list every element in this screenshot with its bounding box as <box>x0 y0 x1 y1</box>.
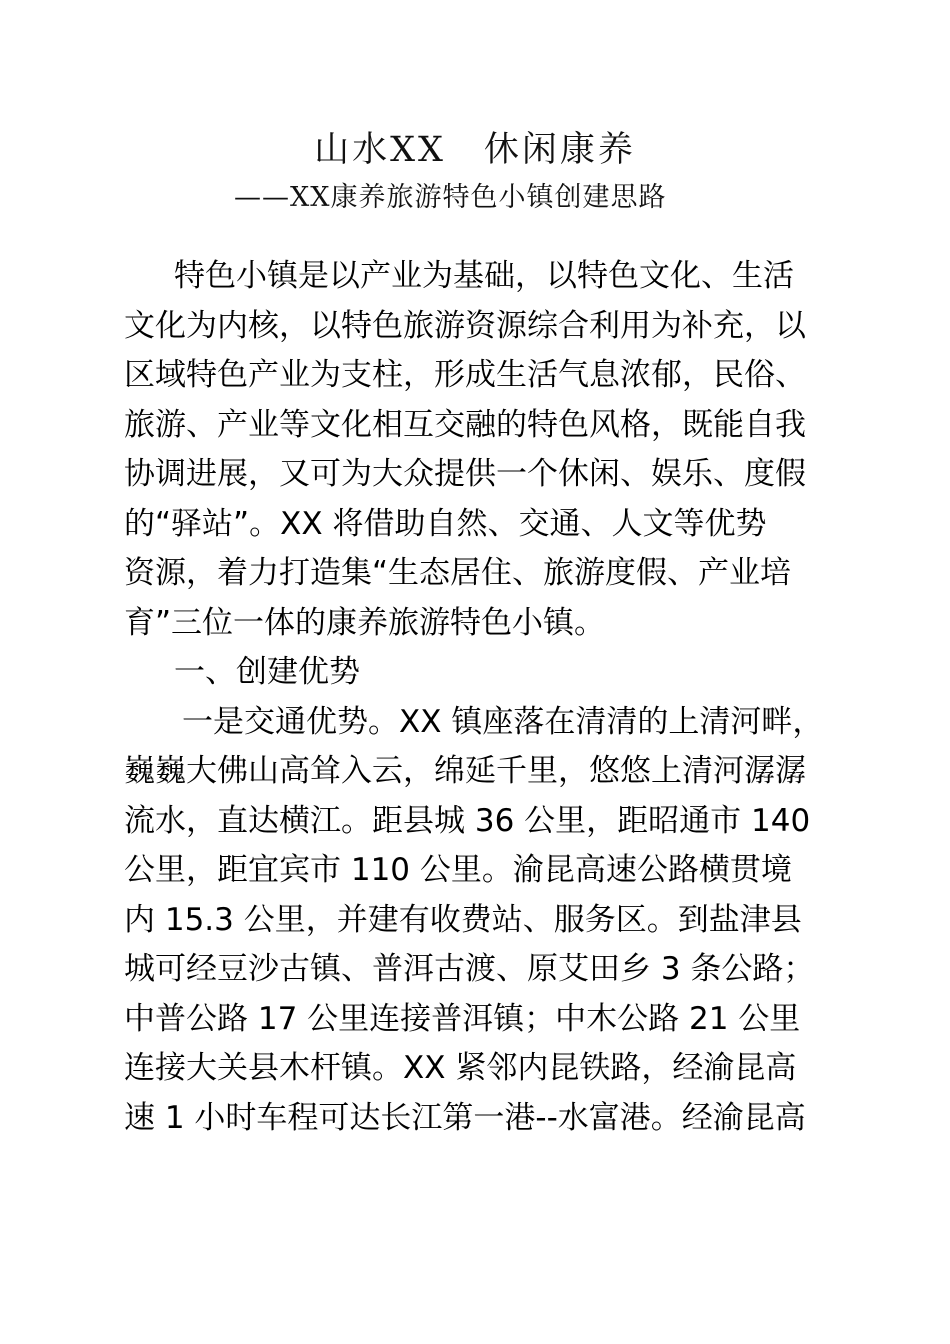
paragraph-line: 旅游、产业等文化相互交融的特色风格，既能自我 <box>124 406 806 443</box>
paragraph-line: 巍巍大佛山高耸入云，绵延千里，悠悠上清河潺潺 <box>124 753 806 789</box>
paragraph-line: 流水，直达横江。距县城 36 公里，距昭通市 140 <box>124 802 811 839</box>
paragraph-line: 特色小镇是以产业为基础，以特色文化、生活 <box>174 258 794 294</box>
paragraph-line: 一是交通优势。XX 镇座落在清清的上清河畔， <box>182 703 824 740</box>
paragraph-line: 文化为内核，以特色旅游资源综合利用为补充，以 <box>124 307 806 344</box>
paragraph-line: 协调进展，又可为大众提供一个休闲、娱乐、度假 <box>124 456 806 492</box>
paragraph-line: 连接大关县木杆镇。XX 紧邻内昆铁路，经渝昆高 <box>124 1050 797 1086</box>
paragraph-line: 资源，着力打造集“生态居住、旅游度假、产业培 <box>124 555 792 591</box>
paragraph-line: 的“驿站”。XX 将借助自然、交通、人文等优势 <box>124 505 767 542</box>
paragraph-line: 城可经豆沙古镇、普洱古渡、原艾田乡 3 条公路； <box>124 951 815 987</box>
paragraph-line: 中普公路 17 公里连接普洱镇；中木公路 21 公里 <box>124 1000 801 1037</box>
paragraph-line: 公里，距宜宾市 110 公里。渝昆高速公路横贯境 <box>124 852 792 888</box>
section-heading: 一、创建优势 <box>174 654 360 690</box>
paragraph-line: 速 1 小时车程可达长江第一港--水富港。经渝昆高 <box>124 1099 806 1136</box>
document-title: 山水XX 休闲康养 <box>314 130 636 170</box>
paragraph-line: 区域特色产业为支柱，形成生活气息浓郁，民俗、 <box>124 357 806 393</box>
paragraph-line: 内 15.3 公里，并建有收费站、服务区。到盐津县 <box>124 901 802 938</box>
document-body <box>124 252 829 1143</box>
document-subtitle: ——XX康养旅游特色小镇创建思路 <box>234 182 667 213</box>
paragraph-line: 育”三位一体的康养旅游特色小镇。 <box>124 604 606 641</box>
